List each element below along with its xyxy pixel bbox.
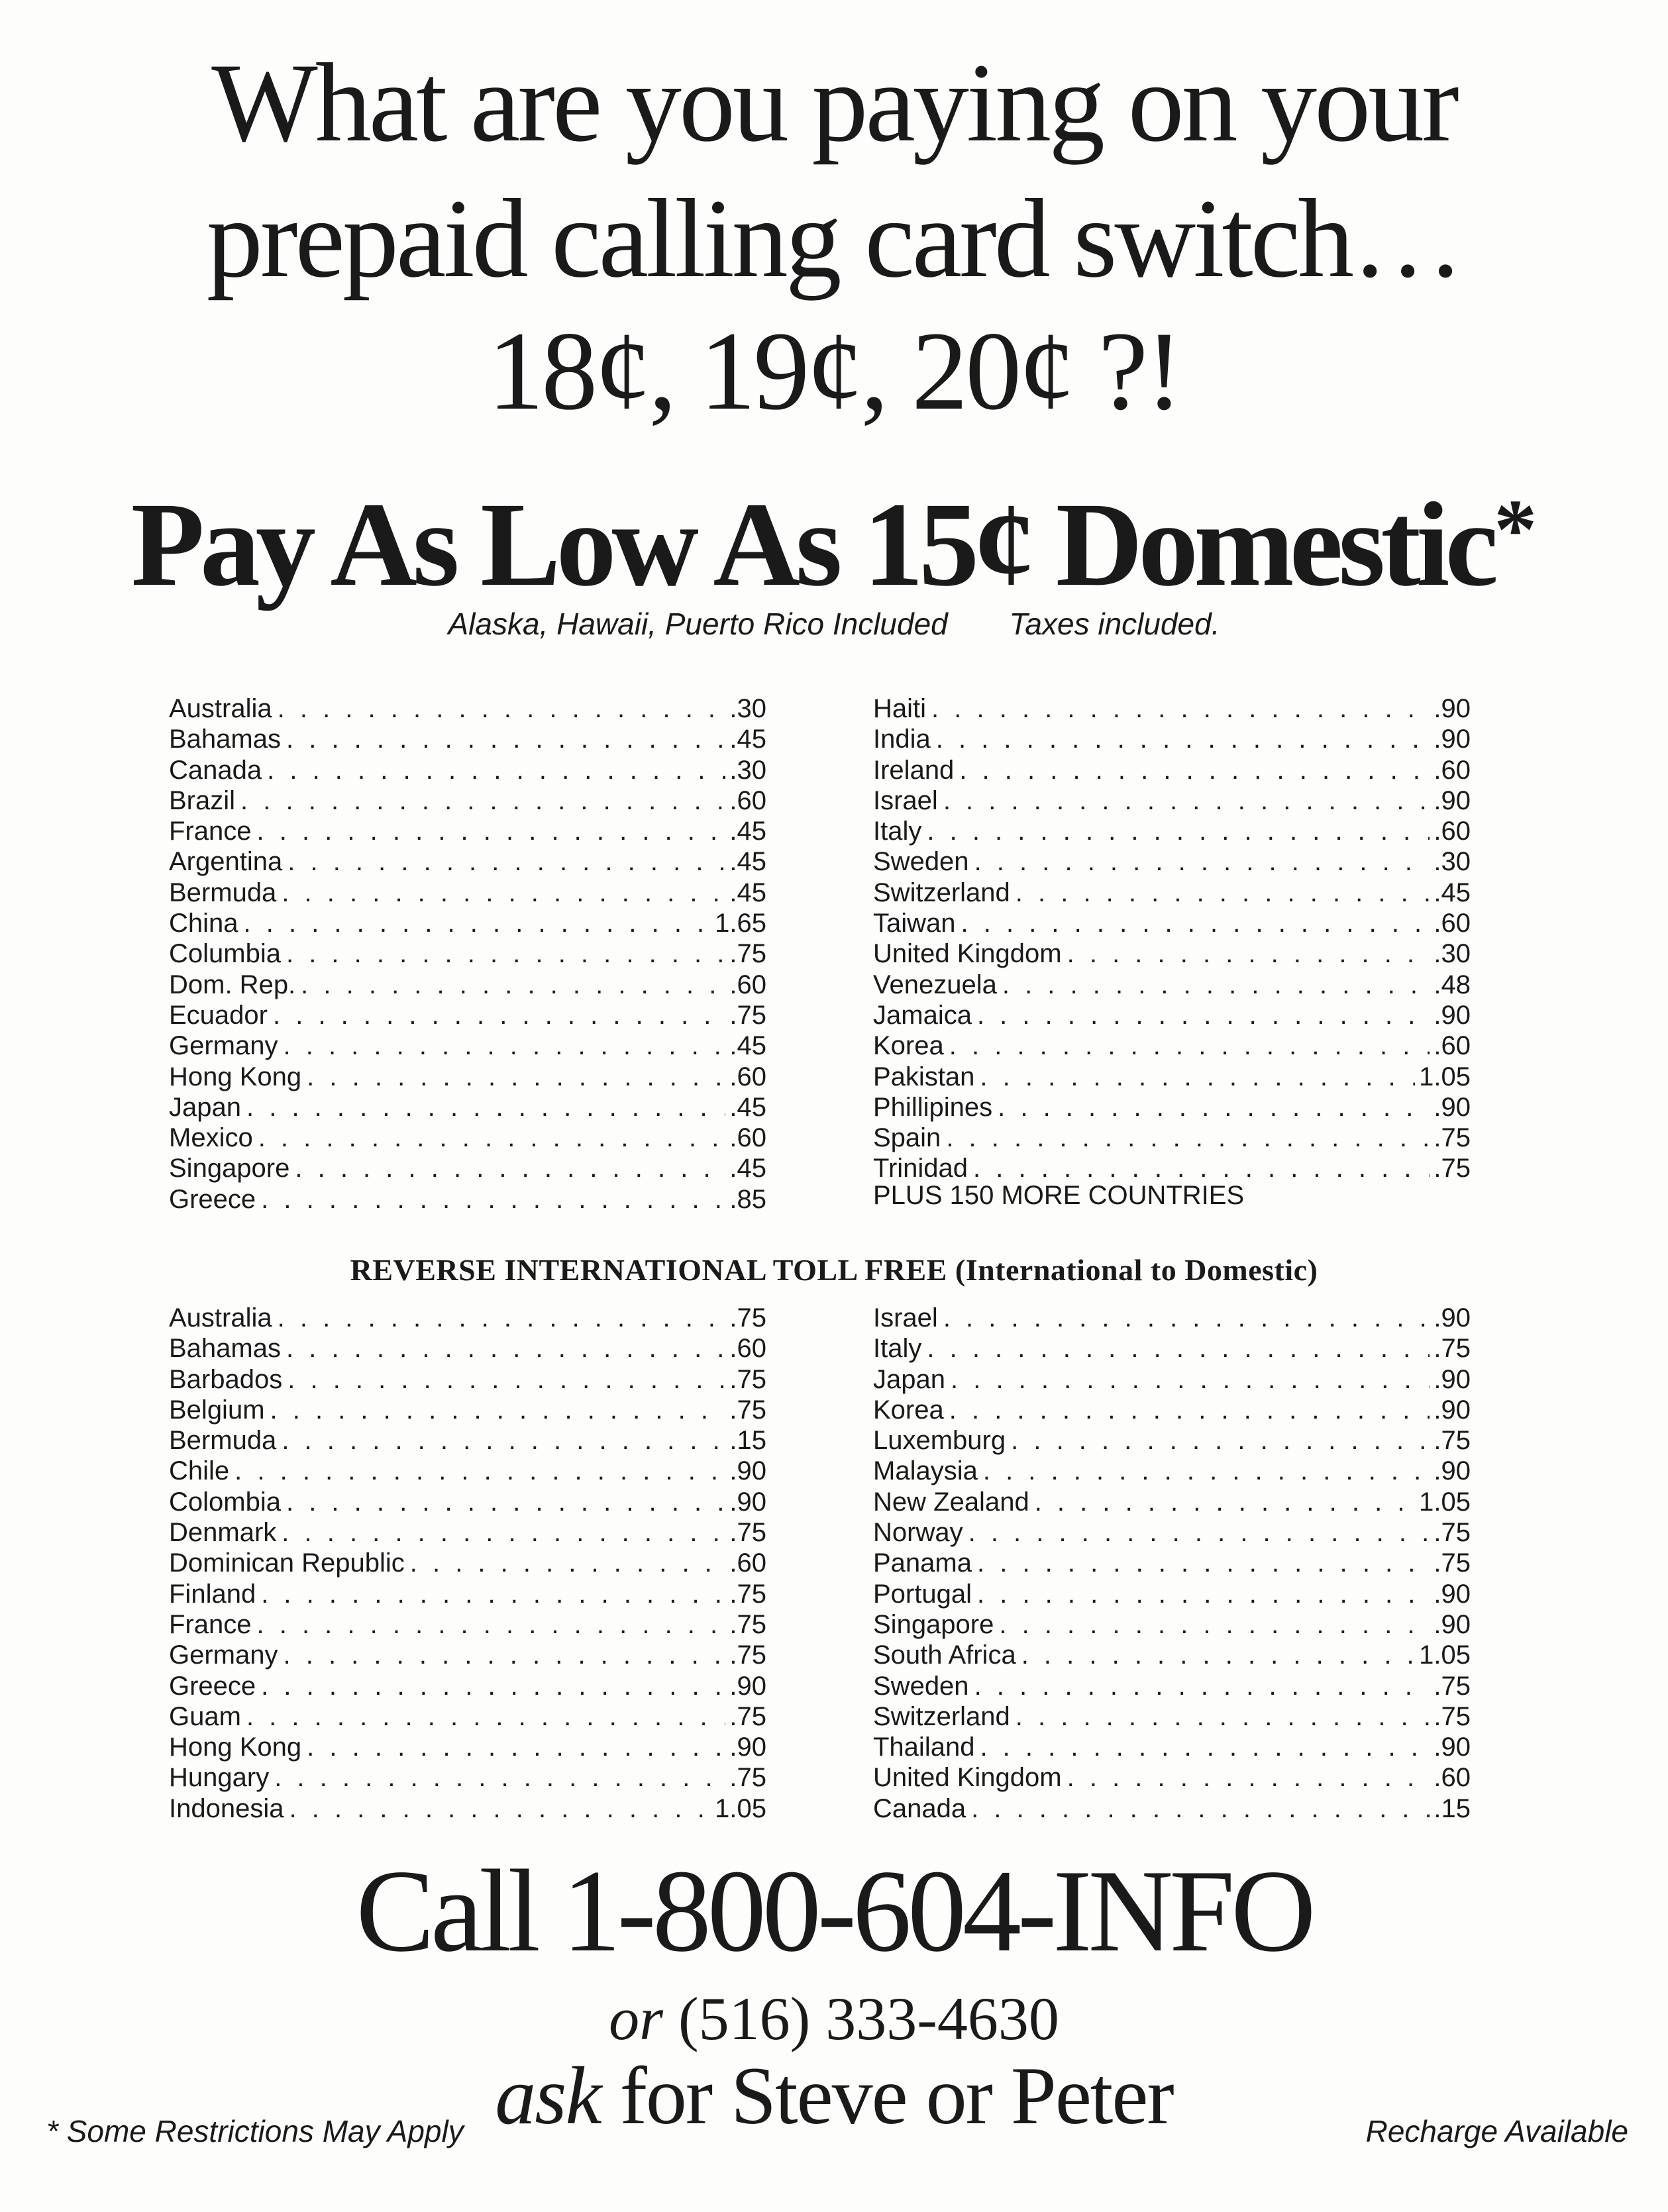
country-name: Mexico [169, 1123, 253, 1153]
country-name: Germany [169, 1640, 278, 1670]
rate-value: .75 [729, 1609, 766, 1639]
country-name: Ecuador [169, 1000, 268, 1030]
rate-value: .90 [1433, 1579, 1471, 1609]
country-name: Dominican Republic [169, 1548, 405, 1578]
ask-word: ask [495, 2050, 601, 2141]
dot-leader [301, 970, 725, 1000]
dot-leader [257, 1609, 726, 1640]
rate-row [873, 938, 1471, 969]
rate-row [169, 693, 766, 724]
dot-leader [286, 1487, 725, 1517]
country-name: Denmark [169, 1518, 277, 1548]
rate-value: .15 [1433, 1793, 1471, 1823]
restrictions-footnote: * Some Restrictions May Apply [46, 2114, 464, 2148]
country-name: Greece [169, 1184, 256, 1214]
rate-row [873, 878, 1471, 908]
rate-row [169, 1184, 766, 1215]
dot-leader [274, 1762, 725, 1793]
rate-row [873, 785, 1471, 816]
country-name: New Zealand [873, 1487, 1029, 1517]
country-name: France [169, 817, 252, 846]
dot-leader [286, 724, 725, 754]
dot-leader [943, 1303, 1430, 1333]
dot-leader [286, 1333, 725, 1364]
country-name: Finland [169, 1579, 256, 1609]
subhead-asterisk: * [1494, 482, 1538, 578]
rate-row [873, 1303, 1471, 1333]
rate-value: .85 [729, 1184, 766, 1214]
dot-leader [282, 878, 725, 908]
country-name: Italy [873, 817, 922, 846]
rate-value: .60 [729, 1123, 766, 1153]
ask-for-names: for Steve or Peter [619, 2050, 1173, 2141]
rate-value: .60 [1433, 1763, 1471, 1793]
rate-row [169, 785, 766, 816]
dot-leader [968, 1517, 1430, 1548]
dot-leader [286, 938, 725, 969]
reverse-rates-left [169, 1303, 766, 1824]
rate-value: .60 [729, 1334, 766, 1364]
dot-leader [931, 693, 1430, 724]
dot-leader [240, 785, 725, 816]
rate-value: .90 [729, 1456, 766, 1486]
rate-value: .75 [729, 1000, 766, 1030]
rate-row [873, 1487, 1471, 1517]
recharge-note: Recharge Available [1365, 2114, 1628, 2148]
country-name: United Kingdom [873, 939, 1062, 969]
dot-leader [977, 1000, 1430, 1031]
dot-leader [295, 1153, 725, 1183]
dot-leader [961, 908, 1430, 938]
rate-row [873, 1456, 1471, 1486]
or-word: or [609, 1985, 663, 2052]
dot-leader [1002, 970, 1430, 1000]
country-name: Australia [169, 1303, 272, 1332]
country-name: Hungary [169, 1763, 270, 1793]
rate-row [169, 1092, 766, 1123]
country-name: Argentina [169, 847, 283, 877]
country-name: Canada [169, 755, 262, 785]
rate-value: .45 [729, 847, 766, 877]
country-name: Columbia [169, 939, 281, 969]
subhead-text: Pay As Low As 15¢ Domestic [130, 478, 1494, 611]
country-name: Dom. Rep. [169, 970, 296, 999]
rate-value: 1.05 [715, 1793, 766, 1823]
rate-value: .30 [729, 694, 766, 723]
rate-value: .60 [1433, 1031, 1471, 1061]
reverse-rates-right [873, 1303, 1471, 1824]
country-name: Norway [873, 1518, 963, 1548]
rate-row [169, 1123, 766, 1153]
country-name: Japan [169, 1092, 241, 1122]
rate-value: .90 [1433, 694, 1471, 723]
country-name: Trinidad [873, 1154, 968, 1183]
country-name: Panama [873, 1548, 972, 1578]
rate-row [873, 1364, 1471, 1395]
country-name: Germany [169, 1031, 278, 1061]
rate-value: .75 [729, 1640, 766, 1670]
country-name: Israel [873, 785, 938, 815]
rate-row [169, 1000, 766, 1031]
rate-row [169, 878, 766, 908]
country-name: Bahamas [169, 725, 281, 754]
dot-leader [927, 816, 1430, 846]
alternate-phone-number: (516) 333-4630 [678, 1985, 1059, 2052]
dot-leader [998, 1092, 1430, 1123]
country-name: Portugal [873, 1579, 972, 1609]
country-name: Venezuela [873, 970, 997, 999]
rate-row [873, 908, 1471, 938]
rate-row [169, 1640, 766, 1670]
dot-leader [287, 1364, 725, 1395]
rate-row [169, 1517, 766, 1548]
rate-row [873, 846, 1471, 877]
country-name: Ireland [873, 755, 955, 785]
reverse-subtitle: (International to Domestic) [955, 1253, 1318, 1287]
dot-leader [973, 1153, 1430, 1183]
rate-row [169, 1548, 766, 1578]
reverse-title: REVERSE INTERNATIONAL TOLL FREE [350, 1253, 947, 1287]
dot-leader [235, 1456, 725, 1486]
rate-value: .75 [1433, 1518, 1471, 1548]
dot-leader [936, 724, 1430, 754]
rate-row [873, 1517, 1471, 1548]
country-name: Pakistan [873, 1062, 975, 1091]
rate-row [169, 1425, 766, 1456]
rate-value: .90 [1433, 1609, 1471, 1639]
dot-leader [284, 1031, 726, 1061]
rate-value: .45 [1433, 878, 1471, 907]
rate-value: .75 [729, 939, 766, 969]
coverage-notes [0, 604, 1668, 644]
rate-row [169, 908, 766, 938]
country-name: Switzerland [873, 1701, 1010, 1731]
rate-value: .15 [729, 1426, 766, 1456]
dot-leader [270, 1395, 726, 1425]
rate-value: .60 [1433, 909, 1471, 938]
dot-leader [284, 1640, 726, 1670]
rate-value: .30 [729, 755, 766, 785]
country-name: Colombia [169, 1487, 281, 1517]
rate-row [873, 1153, 1471, 1183]
rate-value: .90 [1433, 1733, 1471, 1762]
country-name: Bermuda [169, 1426, 277, 1456]
rate-value: .60 [729, 785, 766, 815]
dot-leader [261, 1184, 725, 1215]
country-name: Japan [873, 1364, 945, 1394]
rate-row [169, 970, 766, 1000]
rate-row [169, 1701, 766, 1732]
country-name: Singapore [873, 1609, 994, 1639]
rate-row [169, 846, 766, 877]
dot-leader [246, 1092, 725, 1123]
dot-leader [282, 1425, 725, 1456]
rate-value: .90 [1433, 1092, 1471, 1122]
rate-row [169, 1671, 766, 1701]
rate-value: .45 [729, 878, 766, 907]
dot-leader [927, 1333, 1430, 1364]
rate-row [169, 816, 766, 846]
rate-value: .90 [1433, 1395, 1471, 1425]
country-name: Greece [169, 1671, 256, 1701]
country-name: Luxemburg [873, 1426, 1006, 1456]
rate-value: .75 [1433, 1671, 1471, 1701]
rate-row [169, 724, 766, 754]
country-name: United Kingdom [873, 1763, 1062, 1793]
dot-leader [977, 1548, 1430, 1578]
dot-leader [289, 1793, 711, 1824]
rate-row [169, 1732, 766, 1762]
dot-leader [1035, 1487, 1415, 1517]
rate-row [169, 1062, 766, 1092]
rate-row [873, 1640, 1471, 1670]
dot-leader [287, 846, 725, 877]
rate-value: .75 [1433, 1334, 1471, 1364]
rate-value: .75 [729, 1303, 766, 1332]
headline-line-2: prepaid calling card switch… [206, 176, 1462, 301]
rate-row [169, 1579, 766, 1609]
country-name: Canada [873, 1793, 966, 1823]
rate-value: .75 [729, 1763, 766, 1793]
rate-value: .90 [1433, 785, 1471, 815]
rate-value: .30 [1433, 847, 1471, 877]
rate-value: .45 [729, 1092, 766, 1122]
country-name: Phillipines [873, 1092, 993, 1122]
country-name: Chile [169, 1456, 230, 1486]
rate-row [169, 1333, 766, 1364]
rate-row [873, 1579, 1471, 1609]
rate-row [873, 693, 1471, 724]
rate-row [873, 816, 1471, 846]
rate-value: .90 [1433, 1303, 1471, 1332]
country-name: Haiti [873, 694, 927, 723]
rate-row [873, 724, 1471, 754]
rate-value: .60 [1433, 817, 1471, 846]
rate-value: .60 [729, 1548, 766, 1578]
country-name: Australia [169, 694, 272, 723]
dot-leader [257, 816, 726, 846]
dot-leader [980, 1732, 1430, 1762]
rate-row [873, 1548, 1471, 1578]
rate-value: .75 [1433, 1154, 1471, 1183]
rate-row [873, 1062, 1471, 1092]
country-name: Thailand [873, 1733, 975, 1762]
rate-value: 1.05 [1419, 1062, 1471, 1091]
dot-leader [977, 1579, 1430, 1609]
rate-value: .48 [1433, 970, 1471, 999]
country-name: Israel [873, 1303, 938, 1332]
rate-value: .75 [729, 1518, 766, 1548]
rate-value: .30 [1433, 939, 1471, 969]
rate-row [873, 1732, 1471, 1762]
dot-leader [943, 785, 1430, 816]
rate-value: .75 [729, 1395, 766, 1425]
call-to-action: Call 1-800-604-INFO [356, 1845, 1312, 1976]
rate-value: .90 [1433, 1000, 1471, 1030]
rate-value: .90 [729, 1671, 766, 1701]
rate-row [169, 1762, 766, 1793]
rate-row [169, 1364, 766, 1395]
rate-row [169, 1487, 766, 1517]
dot-leader [261, 1671, 725, 1701]
country-name: Korea [873, 1031, 944, 1061]
dot-leader [267, 755, 725, 785]
country-name: Korea [873, 1395, 944, 1425]
dot-leader [1016, 878, 1430, 908]
dot-leader [244, 908, 711, 938]
country-name: Singapore [169, 1154, 290, 1183]
rate-value: .90 [729, 1487, 766, 1517]
dot-leader [278, 693, 726, 724]
dot-leader [1067, 938, 1430, 969]
rate-row [169, 938, 766, 969]
country-name: Jamaica [873, 1000, 972, 1030]
headline-line-1: What are you paying on your [211, 40, 1457, 165]
rate-row [873, 1671, 1471, 1701]
country-name: Taiwan [873, 909, 956, 938]
dot-leader [1067, 1762, 1430, 1793]
rate-value: .90 [1433, 1364, 1471, 1394]
dot-leader [999, 1609, 1430, 1640]
dot-leader [307, 1062, 725, 1092]
dot-leader [273, 1000, 725, 1031]
rate-row [873, 1395, 1471, 1425]
rate-row [169, 1303, 766, 1333]
country-name: Spain [873, 1123, 941, 1153]
dot-leader [949, 1395, 1430, 1425]
dot-leader [1021, 1640, 1415, 1670]
rate-row [873, 1000, 1471, 1031]
rate-value: 1.65 [715, 909, 766, 938]
rate-value: .60 [729, 970, 766, 999]
rate-value: .60 [1433, 755, 1471, 785]
plus-more-countries: PLUS 150 MORE COUNTRIES [873, 1181, 1245, 1210]
dot-leader [282, 1517, 725, 1548]
country-name: Hong Kong [169, 1733, 302, 1762]
country-name: Barbados [169, 1364, 283, 1394]
country-name: Sweden [873, 1671, 969, 1701]
rate-value: .75 [1433, 1426, 1471, 1456]
rate-row [873, 755, 1471, 785]
rate-value: .75 [729, 1579, 766, 1609]
rate-value: .60 [729, 1062, 766, 1091]
country-name: Bahamas [169, 1334, 281, 1364]
country-name: Malaysia [873, 1456, 978, 1486]
rate-value: .75 [729, 1364, 766, 1394]
country-name: Switzerland [873, 878, 1010, 907]
rate-row [873, 970, 1471, 1000]
dot-leader [410, 1548, 726, 1578]
rate-row [169, 1031, 766, 1061]
rate-row [169, 1395, 766, 1425]
country-name: Italy [873, 1334, 922, 1364]
country-name: Bermuda [169, 878, 277, 907]
rate-row [169, 755, 766, 785]
dot-leader [946, 1123, 1430, 1153]
rate-value: .45 [729, 725, 766, 754]
rate-row [873, 1793, 1471, 1824]
country-name: Guam [169, 1701, 241, 1731]
rate-value: .45 [729, 1154, 766, 1183]
rate-row [873, 1609, 1471, 1640]
rate-row [169, 1456, 766, 1486]
rate-value: .90 [1433, 725, 1471, 754]
coverage-note: Alaska, Hawaii, Puerto Rico Included [448, 607, 948, 641]
rate-value: .75 [729, 1701, 766, 1731]
rate-value: .75 [1433, 1123, 1471, 1153]
dot-leader [258, 1123, 726, 1153]
dot-leader [951, 1364, 1430, 1395]
dot-leader [980, 1062, 1415, 1092]
domestic-rates-left [169, 693, 766, 1215]
country-name: Belgium [169, 1395, 265, 1425]
rate-value: 1.05 [1419, 1640, 1471, 1670]
rate-row [873, 1701, 1471, 1732]
rate-row [873, 1425, 1471, 1456]
domestic-rates-right [873, 693, 1471, 1184]
dot-leader [949, 1031, 1430, 1061]
dot-leader [971, 1793, 1430, 1824]
dot-leader [974, 846, 1430, 877]
country-name: Hong Kong [169, 1062, 302, 1091]
country-name: Indonesia [169, 1793, 284, 1823]
rate-value: .45 [729, 1031, 766, 1061]
subhead [0, 464, 1668, 611]
rate-value: .90 [729, 1733, 766, 1762]
rate-value: .75 [1433, 1701, 1471, 1731]
rate-row [169, 1793, 766, 1824]
rate-row [873, 1031, 1471, 1061]
rate-value: 1.05 [1419, 1487, 1471, 1517]
taxes-note: Taxes included. [1009, 607, 1220, 641]
rate-row [873, 1123, 1471, 1153]
dot-leader [974, 1671, 1430, 1701]
rate-value: .45 [729, 817, 766, 846]
dot-leader [261, 1579, 725, 1609]
reverse-section-title [0, 1252, 1668, 1289]
rate-value: .90 [1433, 1456, 1471, 1486]
country-name: Sweden [873, 847, 969, 877]
country-name: India [873, 725, 931, 754]
rate-row [169, 1609, 766, 1640]
dot-leader [278, 1303, 726, 1333]
country-name: Brazil [169, 785, 236, 815]
rate-row [873, 1092, 1471, 1123]
headline-line-3: 18¢, 19¢, 20¢ ?! [488, 309, 1180, 433]
dot-leader [307, 1732, 725, 1762]
dot-leader [1011, 1425, 1430, 1456]
dot-leader [1016, 1701, 1430, 1732]
dot-leader [983, 1456, 1430, 1486]
dot-leader [246, 1701, 725, 1732]
rate-row [873, 1762, 1471, 1793]
country-name: China [169, 909, 238, 938]
country-name: South Africa [873, 1640, 1016, 1670]
rate-value: .75 [1433, 1548, 1471, 1578]
dot-leader [959, 755, 1430, 785]
rate-row [873, 1333, 1471, 1364]
rate-row [169, 1153, 766, 1183]
country-name: France [169, 1609, 252, 1639]
